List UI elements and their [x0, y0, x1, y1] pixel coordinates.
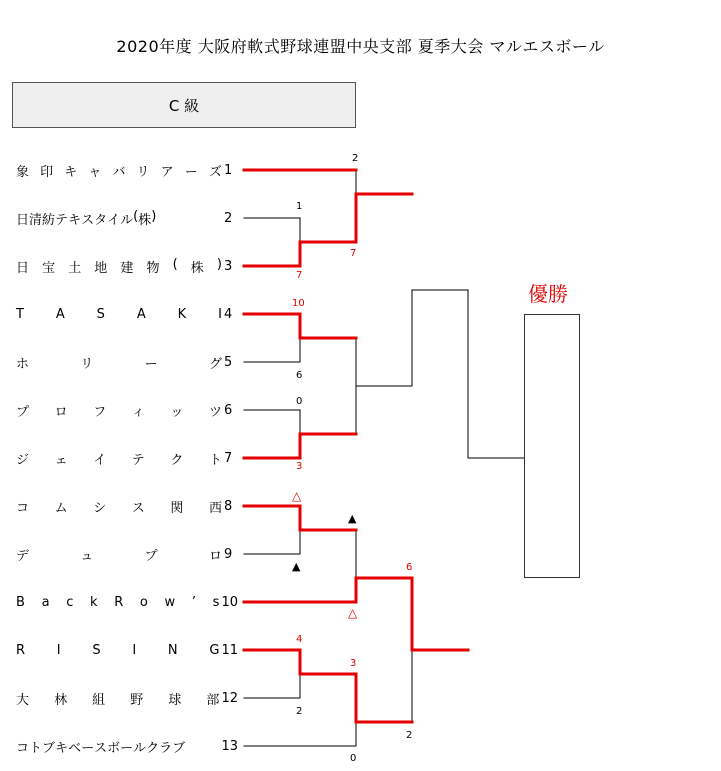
score-winner23: 7: [350, 248, 357, 259]
team-seed-number: 10: [221, 594, 238, 610]
bracket-line-team9: [244, 530, 300, 554]
bracket-line-qf-top: [356, 290, 412, 386]
bracket-line-m4567-upper: [300, 338, 356, 386]
score-team7: 3: [296, 461, 303, 472]
team-seed-number: 8: [224, 498, 233, 514]
bracket-line-team12: [244, 674, 300, 698]
team-name: コ ト ブ キ ベ ー ス ボ ー ル ク ラ ブ: [16, 740, 186, 756]
team-name: デ ュ プ ロ: [16, 548, 222, 564]
win-line-team4: [244, 314, 356, 338]
score-team11: 4: [296, 634, 303, 645]
win-line-team7: [244, 434, 356, 458]
team-seed-number: 5: [224, 354, 233, 370]
score-team8: △: [292, 489, 302, 503]
team-seed-number: 3: [224, 258, 233, 274]
score-team10: △: [348, 606, 358, 620]
champion-label: 優勝: [528, 282, 568, 306]
team-seed-number: 1: [224, 162, 233, 178]
win-line-team3: [244, 194, 412, 266]
team-name: 象 印 キ ャ バ リ ア ー ズ: [16, 164, 222, 180]
champion-box: [524, 314, 580, 578]
team-name: ホ リ ー グ: [16, 356, 222, 372]
bracket-line-team13: [244, 722, 356, 746]
score-team2: 1: [296, 201, 303, 212]
score-team13: 0: [350, 753, 357, 764]
team-name: 大 林 組 野 球 部: [16, 692, 220, 708]
bracket-line-m89-out: [300, 530, 356, 578]
win-line-team8: [244, 506, 356, 530]
team-seed-number: 7: [224, 450, 233, 466]
team-name: プ ロ フ ィ ッ ツ: [16, 404, 222, 420]
score-team12: 2: [296, 706, 303, 717]
grade-label: C 級: [168, 96, 200, 115]
score-team4: 10: [292, 298, 305, 309]
bracket-line-semi-top: [412, 290, 468, 458]
bracket-line-qf-bottom: [356, 650, 412, 722]
bracket-line-team5: [244, 338, 300, 362]
score-team9: ▲: [292, 560, 301, 573]
team-name: 日 宝 土 地 建 物 ( 株 ): [16, 256, 222, 276]
score-m89-winner: ▲: [348, 512, 357, 525]
score-team5: 6: [296, 370, 303, 381]
team-seed-number: 6: [224, 402, 233, 418]
win-line-team11: [244, 650, 412, 722]
team-seed-number: 12: [221, 690, 238, 706]
team-name: 日 清 紡 テ キ ス タ イ ル ( 株 ): [16, 208, 157, 228]
score-team1: 2: [352, 153, 359, 164]
bracket-line-team2: [244, 218, 300, 242]
score-team6: 0: [296, 396, 303, 407]
team-name: コ ム シ ス 関 西: [16, 500, 222, 516]
score-semi-other: 2: [406, 730, 413, 741]
page-title: 2020年度 大阪府軟式野球連盟中央支部 夏季大会 マルエスボール: [116, 37, 605, 56]
team-name: ジ ェ イ テ ク ト: [16, 452, 222, 468]
team-seed-number: 4: [224, 306, 233, 322]
bracket-line-team6: [244, 410, 300, 434]
score-team3: 7: [296, 270, 303, 281]
team-name: T A S A K I: [16, 306, 222, 322]
score-winner1112: 3: [350, 658, 357, 669]
team-seed-number: 2: [224, 210, 233, 226]
score-semi-winner: 6: [406, 562, 413, 573]
team-name: B a c k R o w ’ s: [16, 594, 220, 610]
team-name: R I S I N G: [16, 642, 220, 658]
team-seed-number: 9: [224, 546, 233, 562]
team-seed-number: 13: [221, 738, 238, 754]
team-seed-number: 11: [221, 642, 238, 658]
